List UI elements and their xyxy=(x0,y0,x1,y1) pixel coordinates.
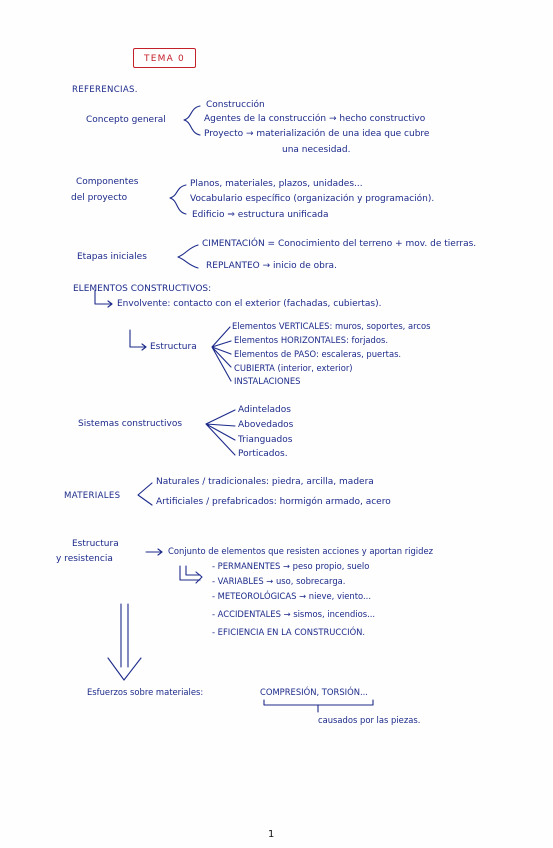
componentes-brace xyxy=(170,185,186,214)
elementos-item-2: Elementos HORIZONTALES: forjados. xyxy=(234,335,388,345)
materiales-item-2: Artificiales / prefabricados: hormigón armado, acero xyxy=(156,497,391,507)
etapas-item-2: REPLANTEO → inicio de obra. xyxy=(206,261,337,271)
estructura-resistencia-label-2: y resistencia xyxy=(56,554,113,564)
elementos-heading: ELEMENTOS CONSTRUCTIVOS: xyxy=(73,284,212,294)
sistemas-item-2: Abovedados xyxy=(238,420,294,430)
sistemas-label: Sistemas constructivos xyxy=(78,419,183,429)
esfuerzos-brace xyxy=(264,700,373,712)
elementos-item-5: INSTALACIONES xyxy=(234,376,301,386)
estructura-fan xyxy=(212,327,231,381)
concepto-item-4: una necesidad. xyxy=(282,145,351,155)
etapas-brace xyxy=(178,245,198,268)
estructura-arrow xyxy=(130,330,146,347)
concepto-item-1: Construcción xyxy=(206,100,265,110)
page-title: TEMA 0 xyxy=(144,54,185,64)
acciones-hook-arrow xyxy=(180,566,200,580)
elementos-item-3: Elementos de PASO: escaleras, puertas. xyxy=(234,349,402,359)
envolvente-text: Envolvente: contacto con el exterior (fachadas, cubiertas). xyxy=(117,299,382,309)
esfuerzos-note: causados por las piezas. xyxy=(318,715,421,725)
componentes-label-2: del proyecto xyxy=(71,193,128,203)
materiales-item-1: Naturales / tradicionales: piedra, arcilla, madera xyxy=(156,477,374,487)
elementos-item-1: Elementos VERTICALES: muros, soportes, arcos xyxy=(232,321,431,331)
concepto-item-2: Agentes de la construcción → hecho constructivo xyxy=(204,114,426,124)
acciones-item-2: - VARIABLES → uso, sobrecarga. xyxy=(212,576,346,586)
concepto-label: Concepto general xyxy=(86,115,166,125)
title-box xyxy=(133,48,196,68)
componentes-item-3: Edificio ⇒ estructura unificada xyxy=(192,210,329,220)
sistemas-item-4: Porticados. xyxy=(238,449,288,459)
materiales-label: MATERIALES xyxy=(64,491,121,501)
acciones-item-3: - METEOROLÓGICAS → nieve, viento... xyxy=(212,591,371,601)
esfuerzos-text: Esfuerzos sobre materiales: xyxy=(87,687,204,697)
sistemas-item-3: Trianguados xyxy=(238,435,293,445)
sistemas-fan xyxy=(206,410,235,455)
acciones-item-1: - PERMANENTES → peso propio, suelo xyxy=(212,561,370,571)
estructura-resistencia-main: Conjunto de elementos que resisten acciones y aportan rigidez xyxy=(168,546,433,556)
etapas-label: Etapas iniciales xyxy=(77,252,147,262)
componentes-item-2: Vocabulario específico (organización y programación). xyxy=(190,194,435,204)
estructura-resistencia-label-1: Estructura xyxy=(72,539,119,549)
etapas-item-1: CIMENTACIÓN = Conocimiento del terreno + mov. de tierras. xyxy=(202,239,477,249)
estructura-label: Estructura xyxy=(150,342,197,352)
page-number: 1 xyxy=(268,829,275,840)
esfuerzos-values: COMPRESIÓN, TORSIÓN... xyxy=(260,687,368,697)
acciones-item-4: - ACCIDENTALES → sismos, incendios... xyxy=(212,609,376,619)
componentes-label-1: Componentes xyxy=(76,177,139,187)
concepto-brace xyxy=(184,106,200,135)
acciones-item-5: - EFICIENCIA EN LA CONSTRUCCIÓN. xyxy=(212,627,366,637)
materiales-brace xyxy=(138,483,152,505)
referencias-heading: REFERENCIAS. xyxy=(72,85,138,95)
componentes-item-1: Planos, materiales, plazos, unidades... xyxy=(190,179,363,189)
elementos-item-4: CUBIERTA (interior, exterior) xyxy=(234,363,353,373)
concepto-item-3: Proyecto → materialización de una idea que cubre xyxy=(204,129,430,139)
sistemas-item-1: Adintelados xyxy=(238,405,291,415)
